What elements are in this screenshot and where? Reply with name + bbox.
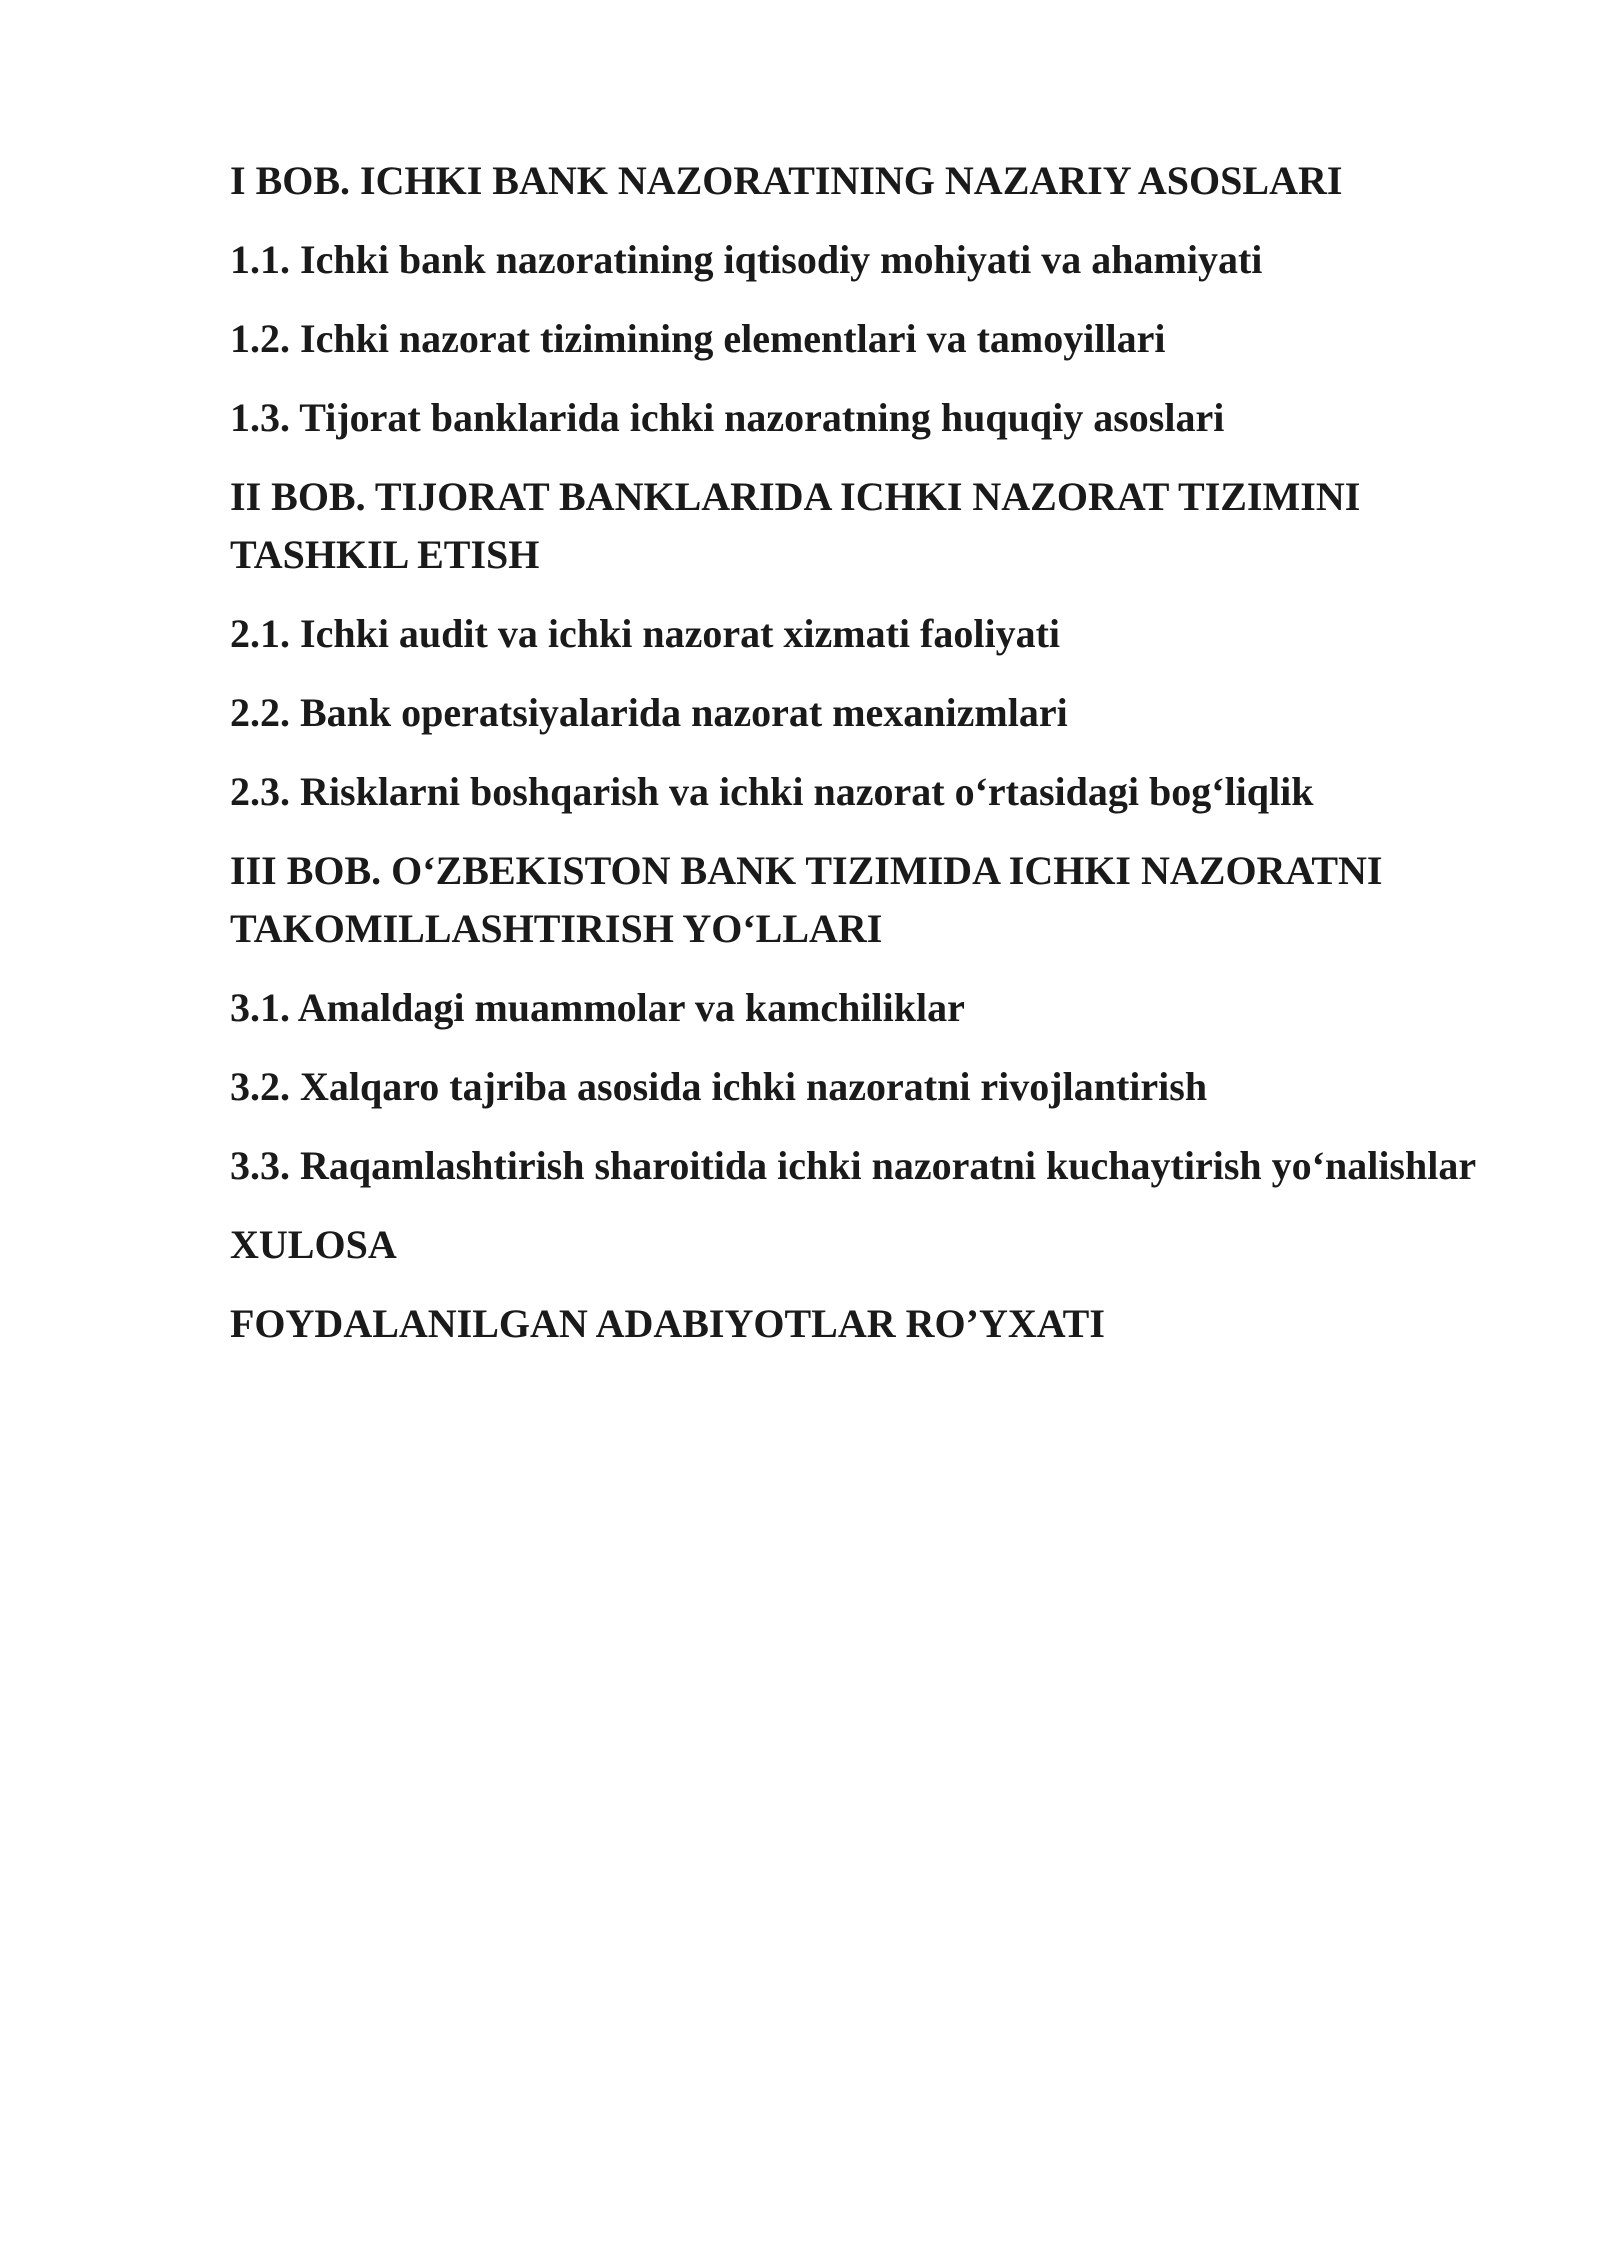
toc-section-3-1: 3.1. Amaldagi muammolar va kamchiliklar [230, 985, 965, 1030]
toc-section-2-3: 2.3. Risklarni boshqarish va ichki nazorat o‘rtasidagi bog‘liqlik [230, 769, 1314, 814]
toc-chapter-2-heading: II BOB. TIJORAT BANKLARIDA ICHKI NAZORAT TIZIMINI TASHKIL ETISH [230, 474, 1361, 577]
toc-section-2-1: 2.1. Ichki audit va ichki nazorat xizmati faoliyati [230, 611, 1060, 656]
toc-section-1-3: 1.3. Tijorat banklarida ichki nazoratning huquqiy asoslari [230, 395, 1225, 440]
toc-conclusion: XULOSA [230, 1222, 397, 1267]
toc-references: FOYDALANILGAN ADABIYOTLAR RO’YXATI [230, 1301, 1105, 1346]
toc-section-1-1: 1.1. Ichki bank nazoratining iqtisodiy mohiyati va ahamiyati [230, 237, 1263, 282]
table-of-contents [230, 152, 1490, 1374]
toc-section-1-2: 1.2. Ichki nazorat tizimining elementlari va tamoyillari [230, 316, 1166, 361]
toc-chapter-1-heading: I BOB. ICHKI BANK NAZORATINING NAZARIY ASOSLARI [230, 158, 1343, 203]
toc-section-3-2: 3.2. Xalqaro tajriba asosida ichki nazoratni rivojlantirish [230, 1064, 1208, 1109]
toc-section-3-3: 3.3. Raqamlashtirish sharoitida ichki nazoratni kuchaytirish yo‘nalishlar [230, 1143, 1477, 1188]
toc-section-2-2: 2.2. Bank operatsiyalarida nazorat mexanizmlari [230, 690, 1068, 735]
toc-chapter-3-heading: III BOB. O‘ZBEKISTON BANK TIZIMIDA ICHKI NAZORATNI TAKOMILLASHTIRISH YO‘LLARI [230, 848, 1383, 951]
